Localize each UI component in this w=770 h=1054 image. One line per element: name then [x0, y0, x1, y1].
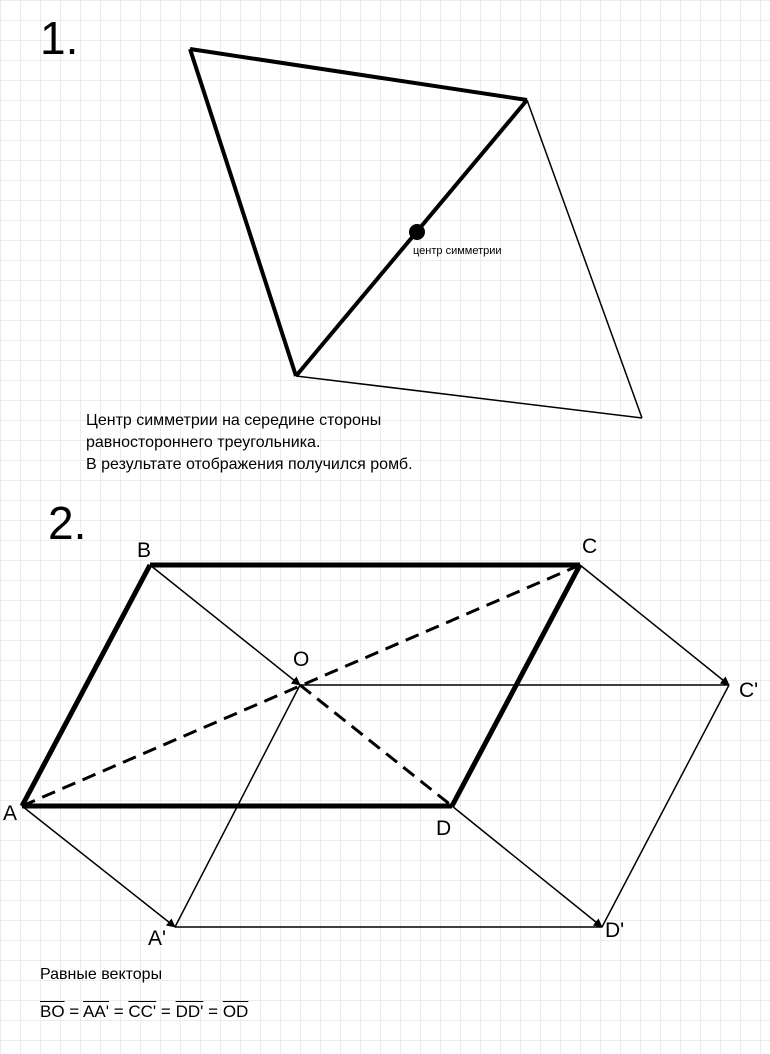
description-line-1: Центр симметрии на середине стороны: [86, 412, 382, 429]
point-label-a1: A': [148, 927, 167, 950]
vector-cc1-label: CC': [128, 1002, 157, 1021]
vector-aa1: [22, 806, 175, 927]
symmetry-center-label: центр симметрии: [413, 245, 502, 257]
vector-bo: [150, 565, 300, 685]
symmetry-center-dot: [409, 224, 425, 240]
image-side-right: [527, 100, 642, 418]
vector-equation: [40, 1003, 248, 1020]
figure2-parallelogram: [22, 565, 729, 927]
triangle-side-left: [190, 49, 296, 376]
triangle-side-diagonal: [296, 100, 527, 376]
figure1-description: [86, 410, 413, 476]
point-label-o: O: [293, 648, 310, 671]
equals-sign: =: [208, 1002, 219, 1021]
vector-cc1: [580, 565, 729, 685]
figure2-number: 2.: [48, 497, 87, 549]
point-label-d1: D': [605, 919, 625, 942]
equal-vectors-title: Равные векторы: [40, 966, 163, 983]
vector-aa1-label: AA': [83, 1002, 109, 1021]
equals-sign: =: [69, 1002, 80, 1021]
equals-sign: =: [113, 1002, 124, 1021]
image-side-c1d1: [602, 685, 729, 927]
point-label-a: A: [3, 802, 18, 825]
description-line-2: равностороннего треугольника.: [86, 434, 321, 451]
diagonal-od: [300, 685, 452, 806]
point-label-c1: C': [739, 679, 759, 702]
equals-sign: =: [160, 1002, 171, 1021]
description-line-3: В результате отображения получился ромб.: [86, 456, 413, 473]
point-label-c: C: [582, 535, 598, 558]
triangle-side-top: [190, 49, 527, 100]
vector-dd1: [452, 806, 602, 927]
vector-od-label: $\overline{OD}$: [222, 1002, 249, 1021]
point-label-d: D: [436, 817, 452, 840]
vector-dd1-label: DD': [175, 1002, 204, 1021]
figure1-rhombus: [190, 49, 642, 418]
figure1-number: 1.: [40, 12, 79, 64]
side-ab: [22, 565, 150, 806]
vector-bo-label: $\overline{BO}$: [40, 1002, 65, 1021]
point-label-b: B: [137, 539, 152, 562]
